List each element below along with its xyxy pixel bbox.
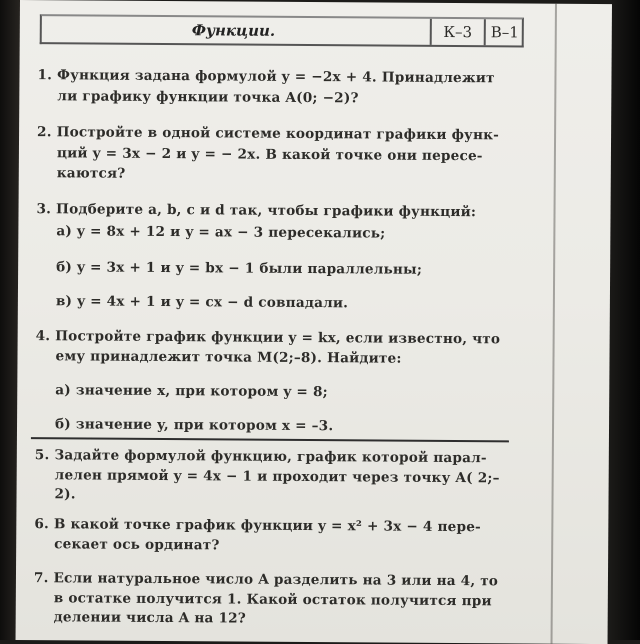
page-edge-line — [551, 4, 557, 644]
task-5-line-2: лелен прямой y = 4x − 1 и проходит через точку A( 2;– — [54, 467, 500, 487]
task-4-item-a: а) значение x, при котором y = 8; — [55, 382, 328, 401]
variant-code-b: В–1 — [484, 19, 524, 45]
task-7-line-1: 7. Если натуральное число A разделить на 3 или на 4, то — [33, 570, 499, 590]
task-3-item-c: в) y = 4x + 1 и y = cx − d совпадали. — [55, 293, 349, 312]
task-6-line-1: 6. В какой точке график функции y = x² + 3x − 4 пере- — [34, 516, 481, 536]
task-3-item-a: а) y = 8x + 12 и y = ax − 3 пересекались; — [56, 223, 386, 242]
task-3-item-b: б) y = 3x + 1 и y = bx − 1 были параллельны; — [56, 259, 423, 278]
task-2-line-1: 2. Постройте в одной системе координат графики функ- — [37, 124, 500, 144]
worksheet-title: Функции. — [191, 21, 276, 40]
task-7-line-3: делении числа A на 12? — [53, 609, 247, 627]
task-4-item-b: б) значение y, при котором x = –3. — [54, 416, 334, 435]
task-3-line-1: 3. Подберите a, b, c и d так, чтобы графики функций: — [36, 201, 477, 221]
task-1-line-1: 1. Функция задана формулой y = −2x + 4. Принадлежит — [37, 67, 495, 87]
task-4-line-2: ему принадлежит точка M(2;–8). Найдите: — [55, 348, 402, 367]
task-6-line-2: секает ось ординат? — [54, 536, 220, 554]
task-1-line-2: ли графику функции точка A(0; −2)? — [57, 88, 359, 107]
task-2-line-2: ций y = 3x − 2 и y = − 2x. В какой точке они пересе- — [56, 145, 483, 165]
section-divider — [31, 437, 509, 442]
task-5-line-3: 2). — [54, 486, 76, 503]
task-4-line-1: 4. Постройте график функции y = kx, если известно, что — [35, 328, 501, 348]
worksheet-header — [40, 14, 524, 47]
test-code-k: К–3 — [430, 19, 484, 45]
photo-background-right — [610, 0, 640, 640]
worksheet-page — [16, 0, 612, 644]
task-5-line-1: 5. Задайте формулой функцию, график которой парал- — [34, 447, 487, 467]
task-7-line-2: в остатке получится 1. Какой остаток получится при — [53, 590, 492, 610]
task-2-line-3: каются? — [56, 165, 126, 182]
